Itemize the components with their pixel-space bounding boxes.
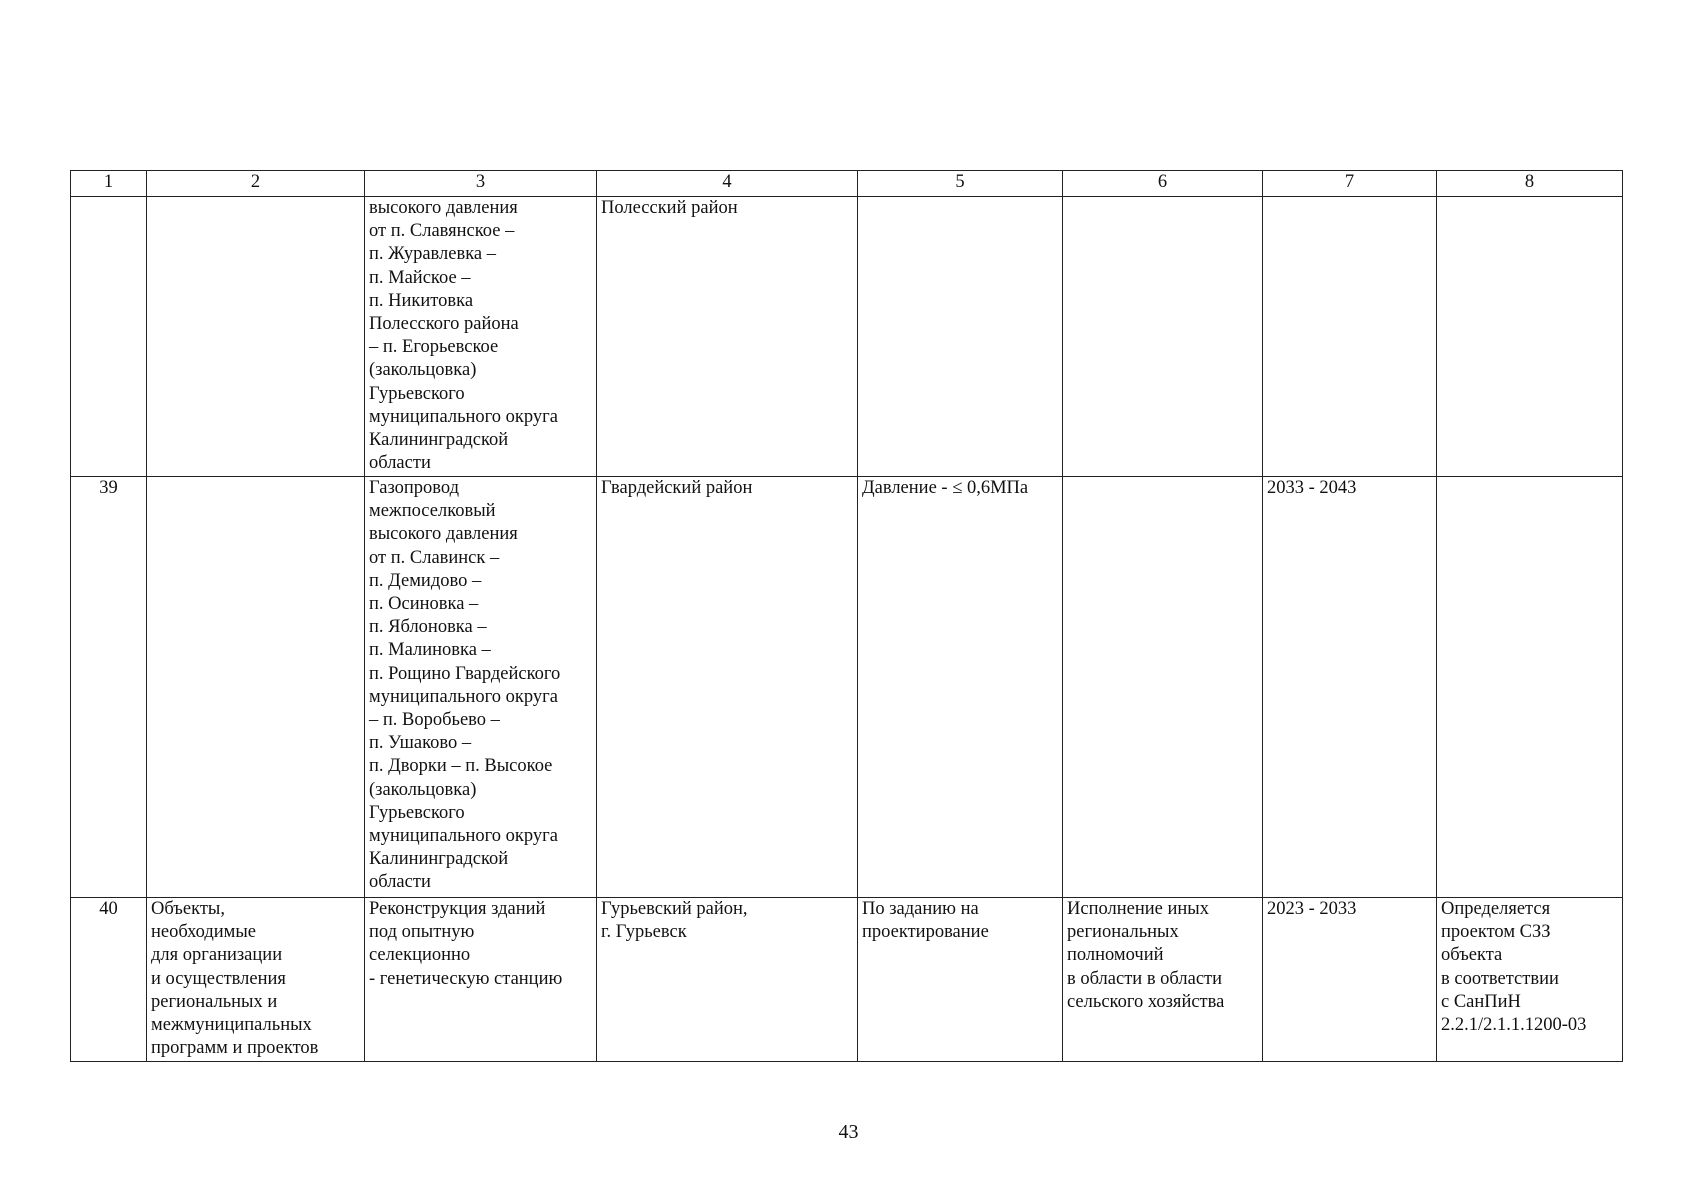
object-category-cell xyxy=(147,197,365,477)
object-description-cell: Реконструкция зданий под опытную селекционно - генетическую станцию xyxy=(365,898,597,1062)
characteristics-cell: По заданию на проектирование xyxy=(858,898,1063,1062)
zone-cell: Определяется проектом СЗЗ объекта в соответствии с СанПиН 2.2.1/2.1.1.1200-03 xyxy=(1437,898,1623,1062)
table-row xyxy=(71,477,1623,898)
page-number: 43 xyxy=(838,1121,859,1143)
header-cell-6: 6 xyxy=(1063,171,1263,197)
header-cell-1: 1 xyxy=(71,171,147,197)
row-number-cell: 40 xyxy=(71,898,147,1062)
row-number-cell: 39 xyxy=(71,477,147,898)
location-cell: Гвардейский район xyxy=(597,477,858,898)
header-cell-5: 5 xyxy=(858,171,1063,197)
purpose-cell xyxy=(1063,197,1263,477)
object-category-cell xyxy=(147,477,365,898)
period-cell: 2033 - 2043 xyxy=(1263,477,1437,898)
location-cell: Гурьевский район, г. Гурьевск xyxy=(597,898,858,1062)
header-cell-3: 3 xyxy=(365,171,597,197)
purpose-cell: Исполнение иных региональных полномочий в области в области сельского хозяйства xyxy=(1063,898,1263,1062)
object-description-cell: высокого давления от п. Славянское – п. Журавлевка – п. Майское – п. Никитовка Полесского района – п. Егорьевское (закольцовка) Гурьевского муниципального округа Калининградской области xyxy=(365,197,597,477)
purpose-cell xyxy=(1063,477,1263,898)
characteristics-cell xyxy=(858,197,1063,477)
table-row xyxy=(71,197,1623,477)
objects-table xyxy=(70,170,1623,1062)
header-cell-7: 7 xyxy=(1263,171,1437,197)
period-cell: 2023 - 2033 xyxy=(1263,898,1437,1062)
row-number-cell xyxy=(71,197,147,477)
characteristics-cell: Давление - ≤ 0,6МПа xyxy=(858,477,1063,898)
zone-cell xyxy=(1437,197,1623,477)
header-cell-2: 2 xyxy=(147,171,365,197)
object-description-cell: Газопровод межпоселковый высокого давления от п. Славинск – п. Демидово – п. Осиновка – п. Яблоновка – п. Малиновка – п. Рощино Гвардейского муниципального округа – п. Воробьево – п. Ушаково – п. Дворки – п. Высокое (закольцовка) Гурьевского муниципального округа Калининградской области xyxy=(365,477,597,898)
location-cell: Полесский район xyxy=(597,197,858,477)
object-category-cell: Объекты, необходимые для организации и осуществления региональных и межмуниципальных программ и проектов xyxy=(147,898,365,1062)
zone-cell xyxy=(1437,477,1623,898)
header-cell-4: 4 xyxy=(597,171,858,197)
period-cell xyxy=(1263,197,1437,477)
table-header-row xyxy=(71,171,1623,197)
table-row xyxy=(71,898,1623,1062)
header-cell-8: 8 xyxy=(1437,171,1623,197)
